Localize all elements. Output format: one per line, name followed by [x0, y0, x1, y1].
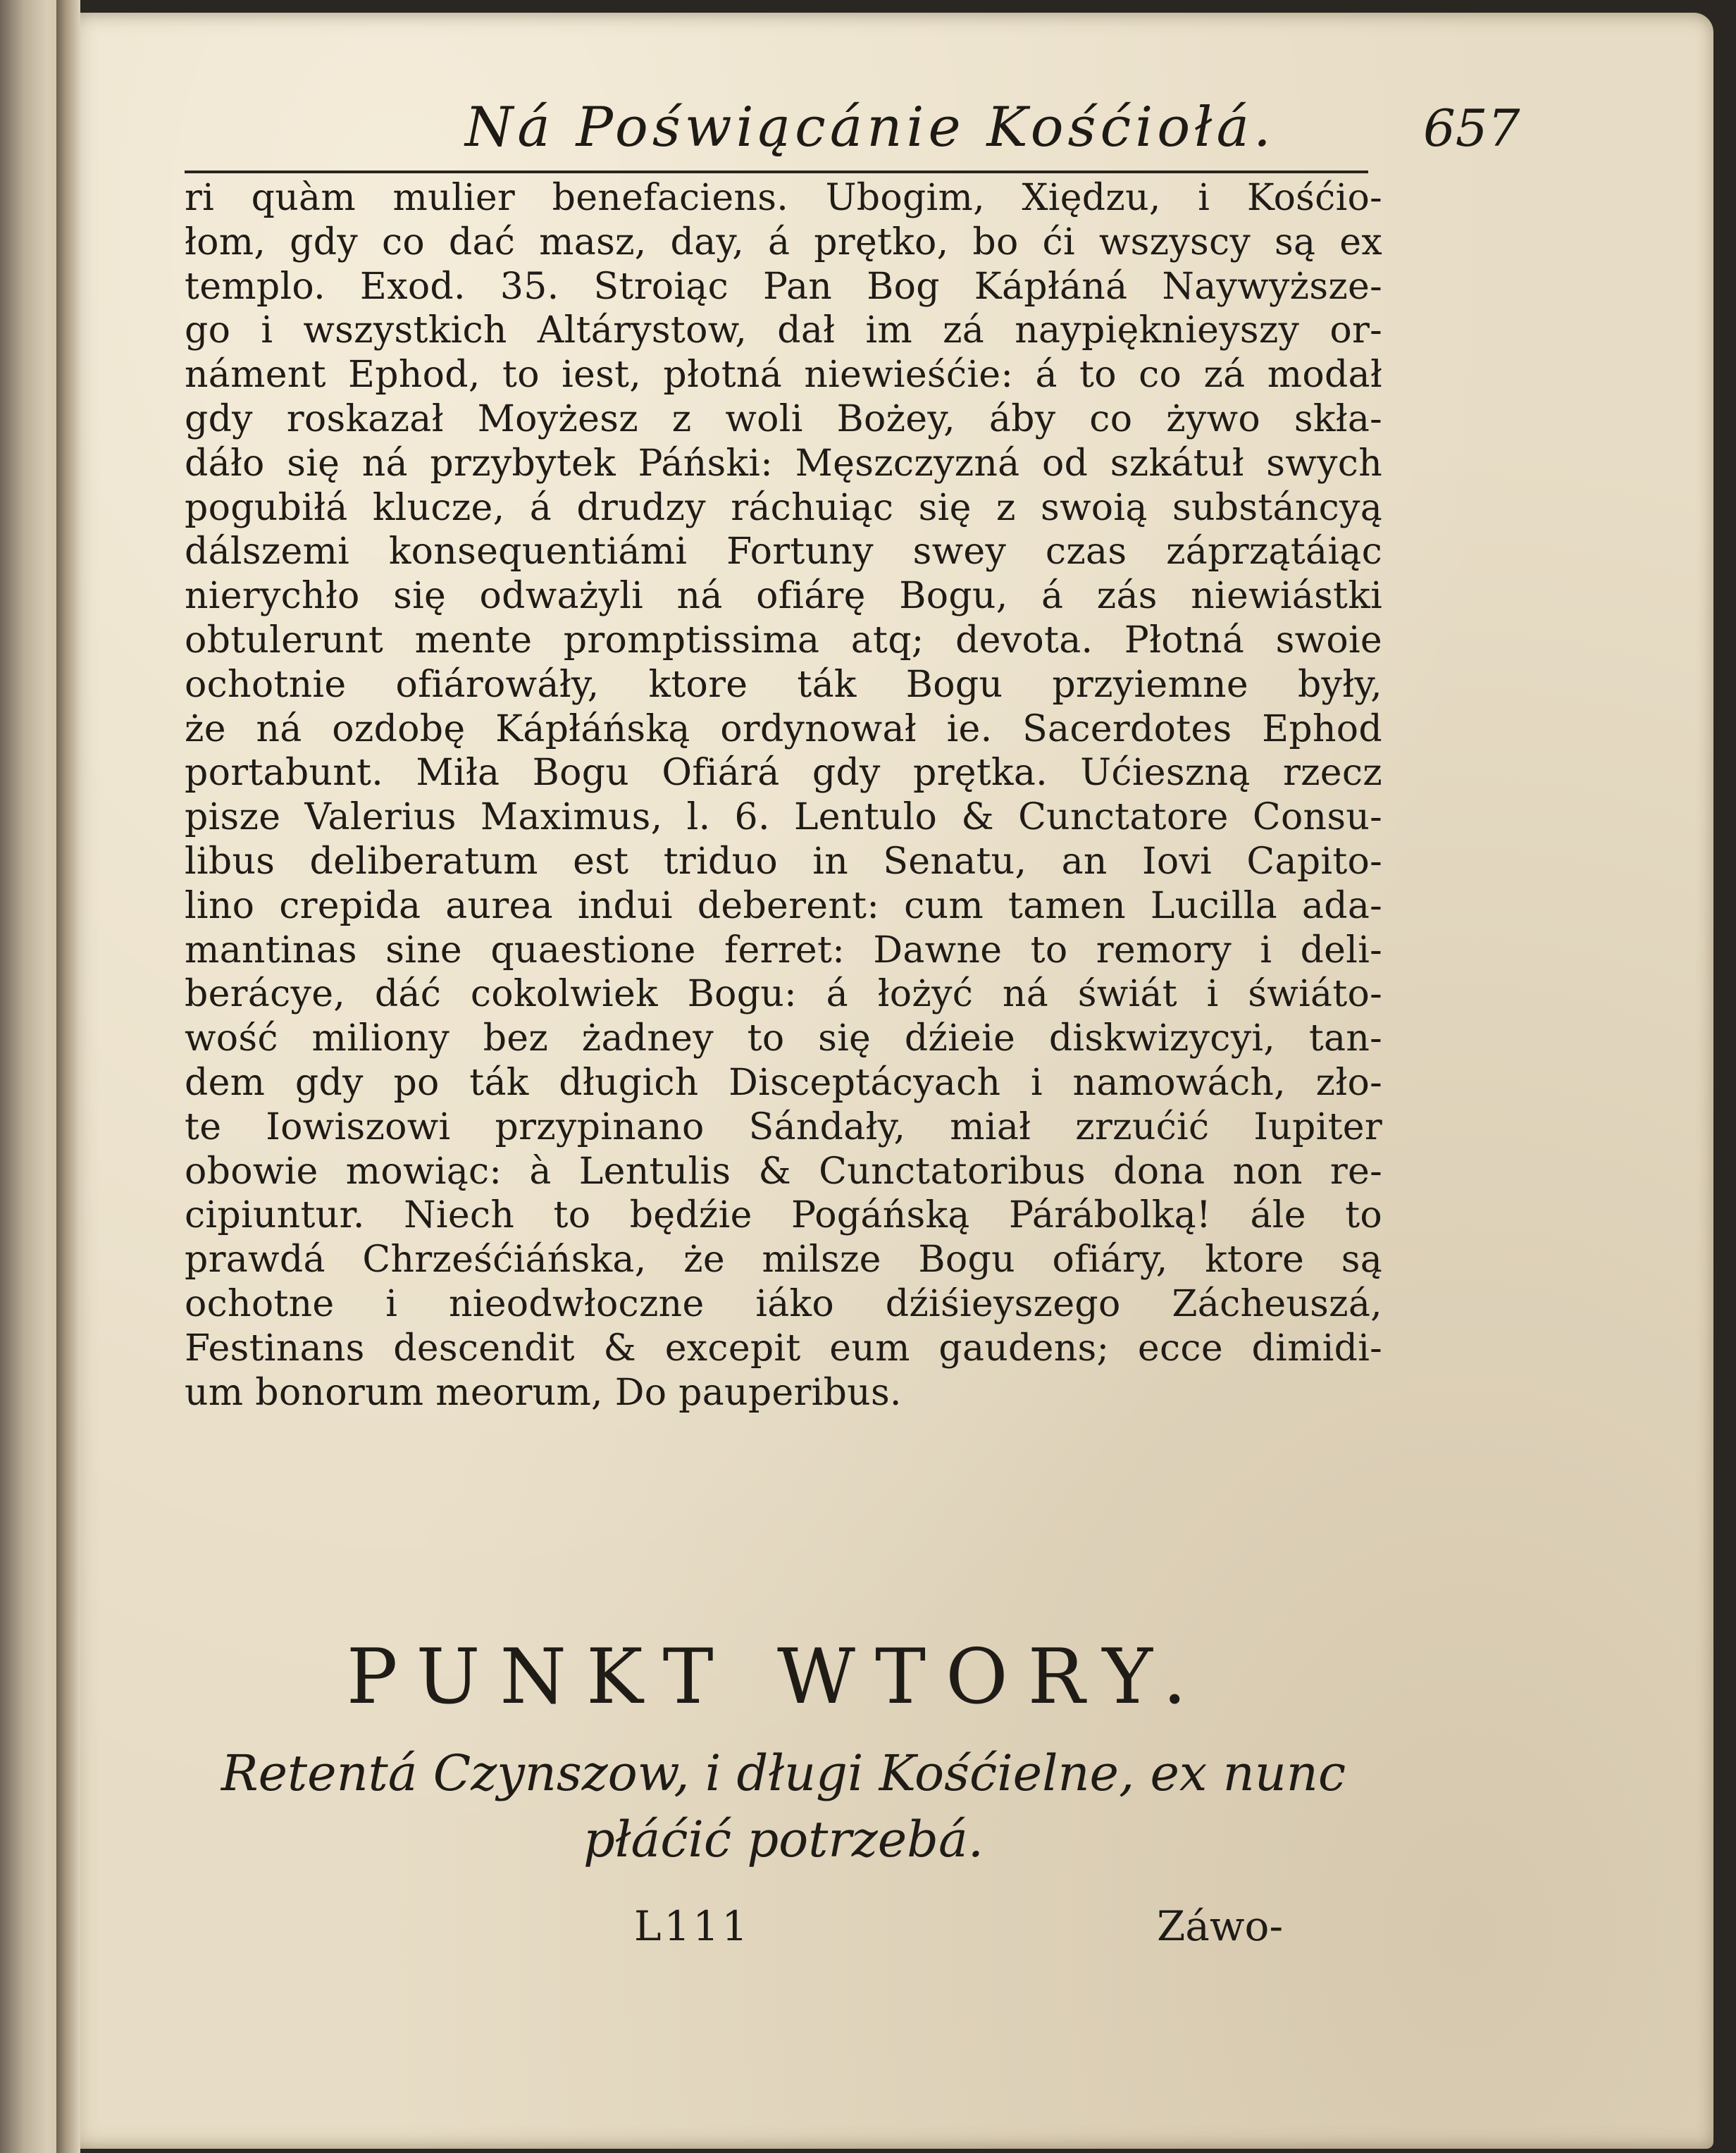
text-line: wość miliony bez żadney to się dźieie diskwizycyi, tan-	[185, 1017, 1382, 1060]
book-gutter	[56, 0, 80, 2153]
text-line: ochotnie ofiárowáły, ktore ták Bogu przyiemne były,	[185, 663, 1382, 706]
text-line: dálszemi konsequentiámi Fortuny swey czas záprzątáiąc	[185, 531, 1382, 573]
text-line: go i wszystkich Altárystow, dał im zá naypięknieyszy or-	[185, 309, 1382, 352]
text-line: berácye, dáć cokolwiek Bogu: á łożyć ná świát i świáto-	[185, 973, 1382, 1016]
signature-mark: L111	[634, 1902, 751, 1950]
text-line: um bonorum meorum, Do pauperibus.	[185, 1371, 902, 1414]
text-line: libus deliberatum est triduo in Senatu, an Iovi Capito-	[185, 840, 1382, 883]
text-line: łom, gdy co dać masz, day, á prętko, bo ći wszyscy są ex	[185, 221, 1382, 263]
running-title: Ná Poświącánie Kośćiołá.	[465, 96, 1275, 159]
text-line: ochotne i nieodwłoczne iáko dźiśieyszego Zácheuszá,	[185, 1282, 1382, 1325]
text-line: náment Ephod, to iest, płotná niewieśćie: á to co zá modał	[185, 354, 1382, 397]
section-subheading	[185, 1740, 1382, 1873]
text-line: że ná ozdobę Kápłáńską ordynował ie. Sacerdotes Ephod	[185, 707, 1382, 750]
text-line: obtulerunt mente promptissima atq; devota. Płotná swoie	[185, 619, 1382, 662]
text-line: dem gdy po ták długich Disceptácyach i namowách, zło-	[185, 1061, 1382, 1104]
text-line: pogubiłá klucze, á drudzy ráchuiąc się z swoią substáncyą	[185, 486, 1382, 529]
page-number: 657	[1423, 99, 1520, 158]
text-line: obowie mowiąc: à Lentulis & Cunctatoribus dona non re-	[185, 1150, 1382, 1193]
text-line: pisze Valerius Maximus, l. 6. Lentulo & Cunctatore Consu-	[185, 796, 1382, 839]
text-line: templo. Exod. 35. Stroiąc Pan Bog Kápłáná Naywyższe-	[185, 265, 1382, 308]
text-line: nierychło się odważyli ná ofiárę Bogu, á zás niewiástki	[185, 575, 1382, 618]
section-heading: PUNKT WTORY.	[346, 1633, 1207, 1721]
text-line: prawdá Chrześćiáńska, że milsze Bogu ofiáry, ktore są	[185, 1239, 1382, 1282]
text-line: ri quàm mulier benefaciens. Ubogim, Xiędzu, i Kośćio-	[185, 177, 1382, 219]
text-line: cipiuntur. Niech to będźie Pogáńską Párábolką! ále to	[185, 1194, 1382, 1237]
text-line: gdy roskazał Moyżesz z woli Bożey, áby co żywo skła-	[185, 397, 1382, 440]
header-rule	[185, 170, 1368, 173]
text-line: lino crepida aurea indui deberent: cum tamen Lucilla ada-	[185, 884, 1382, 927]
subheading-line: płáćić potrzebá.	[583, 1811, 984, 1868]
text-line: portabunt. Miła Bogu Ofiárá gdy prętka. Ućieszną rzecz	[185, 752, 1382, 795]
catchword: Záwo-	[1157, 1902, 1284, 1950]
body-text	[185, 176, 1382, 1415]
text-line: Festinans descendit & excepit eum gaudens; ecce dimidi-	[185, 1327, 1382, 1370]
text-line: te Iowiszowi przypinano Sándały, miał zrzućić Iupiter	[185, 1105, 1382, 1148]
subheading-line: Retentá Czynszow, i długi Kośćielne, ex nunc	[221, 1744, 1346, 1802]
text-line: mantinas sine quaestione ferret: Dawne to remory i deli-	[185, 929, 1382, 972]
text-line: dáło się ná przybytek Páński: Męszczyzná od szkátuł swych	[185, 442, 1382, 485]
